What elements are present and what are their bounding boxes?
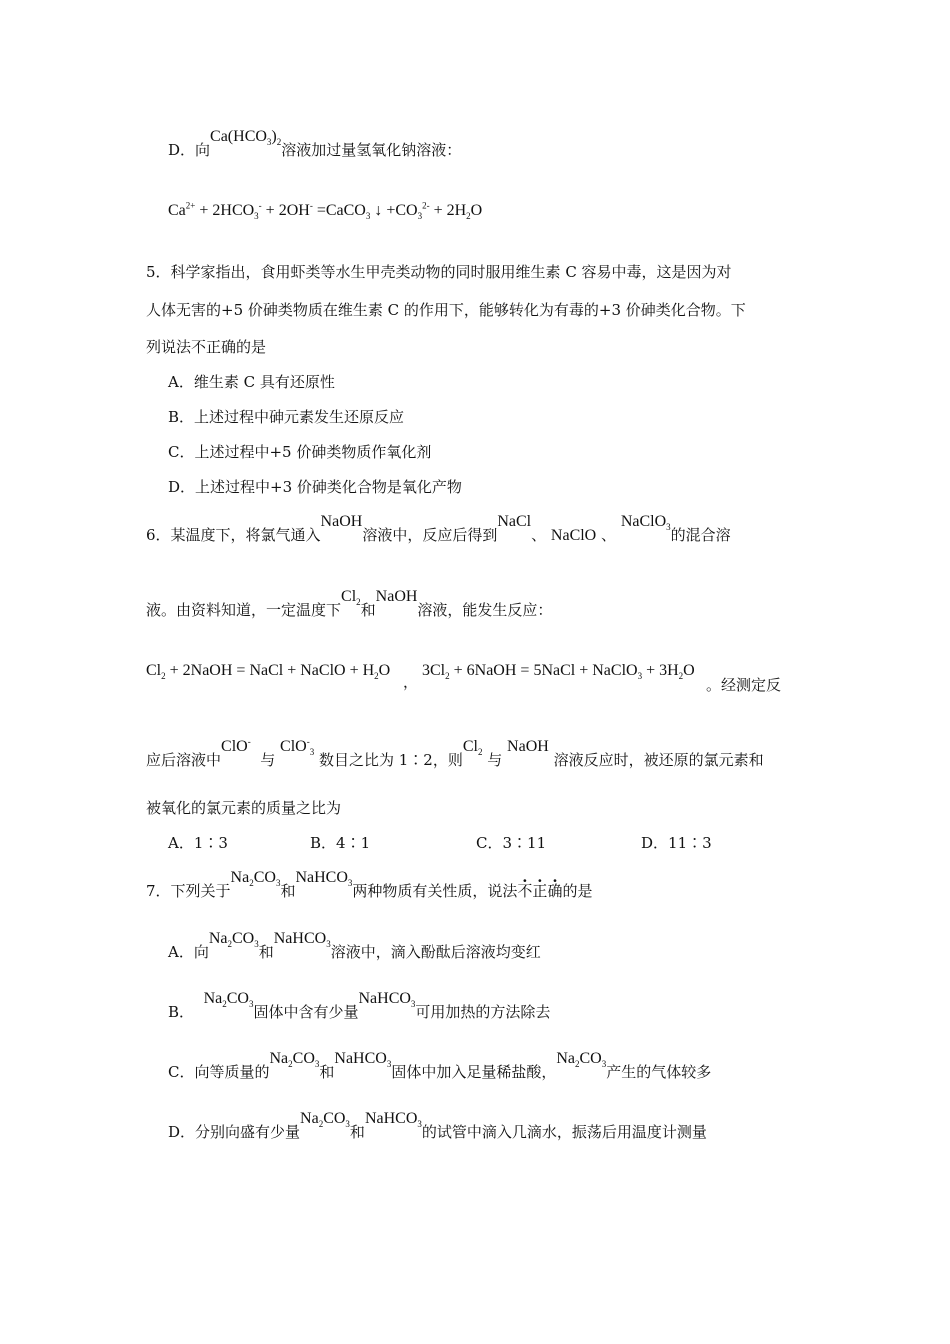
q6-stem-line1: 6．某温度下，将氯气通入NaOH溶液中，反应后得到NaCl、 NaClO 、 NaClO$_3$的混合溶 xyxy=(146,513,731,544)
formula-naclo: NaClO xyxy=(550,527,597,544)
formula-cl2: $Cl_2$ xyxy=(341,588,361,608)
q7-option-b: B． $Na_2CO_3$固体中含有少量NaHCO$_3$可用加热的方法除去 xyxy=(168,990,551,1021)
q6-equation-comma: ， xyxy=(403,673,419,691)
formula-naoh: NaOH xyxy=(320,513,363,530)
formula-na2co3: $Na_2CO_3$ xyxy=(230,869,281,889)
q6-option-c: C．3∶11 xyxy=(476,834,547,852)
q6-option-d: D．11∶3 xyxy=(641,834,712,852)
formula-na2co3: $Na_2CO_3$ xyxy=(203,990,254,1010)
q5-stem-line2: 人体无害的+5 价砷类物质在维生素 C 的作用下，能够转化为有毒的+3 价砷类化合物。下 xyxy=(146,301,746,319)
formula-cl2: $Cl_2$ xyxy=(462,738,483,758)
q6-equation-2: $3Cl_2$ + 6NaOH = 5NaCl + NaClO$_3$ + $3H_2O$ xyxy=(422,662,695,682)
q4-d-equation: $Ca^{2+} + 2HCO_3^- + 2OH^-$ =CaCO$_3$ ↓ $+CO_3^{2-} + 2H_2O$ xyxy=(168,200,483,222)
formula-nahco3: NaHCO$_3$ xyxy=(273,930,331,950)
q5-option-b: B．上述过程中砷元素发生还原反应 xyxy=(168,408,405,426)
q6-equation-1: $Cl_2$ + 2NaOH = NaCl + NaClO + $H_2O$ xyxy=(146,662,391,682)
q5-option-d: D．上述过程中+3 价砷类化合物是氧化产物 xyxy=(168,478,462,496)
formula-na2co3: $Na_2CO_3$ xyxy=(269,1050,320,1070)
q7-option-c: C．向等质量的$Na_2CO_3$和NaHCO$_3$固体中加入足量稀盐酸，$Na_2CO_3$产生的气体较多 xyxy=(168,1050,712,1081)
q4-d-text: 溶液加过量氢氧化钠溶液： xyxy=(281,141,462,159)
formula-na2co3: $Na_2CO_3$ xyxy=(208,930,259,950)
formula-nacl: NaCl xyxy=(497,513,532,530)
formula-clo3-ion: ClO-$_3$ xyxy=(280,736,315,758)
formula-clo-ion: ClO- xyxy=(221,736,251,755)
formula-na2co3: $Na_2CO_3$ xyxy=(300,1110,350,1130)
formula-nahco3: NaHCO$_3$ xyxy=(364,1110,422,1130)
q7-option-a: A．向$Na_2CO_3$和NaHCO$_3$溶液中，滴入酚酞后溶液均变红 xyxy=(168,930,541,961)
formula-nahco3: NaHCO$_3$ xyxy=(358,990,416,1010)
q5-stem-line3: 列说法不正确的是 xyxy=(146,338,267,356)
formula-ca-hco3-2: $Ca(HCO_3)_2$ xyxy=(210,128,282,148)
formula-naclo3: NaClO$_3$ xyxy=(620,513,671,533)
formula-naoh: NaOH xyxy=(507,738,549,755)
formula-na2co3: $Na_2CO_3$ xyxy=(556,1050,607,1070)
q4-d-prefix: D．向 xyxy=(168,141,211,159)
formula-nahco3: NaHCO$_3$ xyxy=(295,869,353,889)
q5-stem-line1: 5．科学家指出，食用虾类等水生甲壳类动物的同时服用维生素 C 容易中毒，这是因为对 xyxy=(146,263,732,281)
q4-option-d xyxy=(168,128,462,161)
q6-stem-line3-tail: 。经测定反 xyxy=(706,676,782,694)
q6-option-b: B．4∶1 xyxy=(310,834,371,852)
q5-option-a: A．维生素 C 具有还原性 xyxy=(168,373,335,391)
formula-naoh: NaOH xyxy=(375,588,418,605)
q7-stem: 7．下列关于$Na_2CO_3$和NaHCO$_3$两种物质有关性质，说法不正确的是 xyxy=(146,869,593,900)
q7-option-d: D．分别向盛有少量$Na_2CO_3$和NaHCO$_3$的试管中滴入几滴水，振荡后用温度计测量 xyxy=(168,1110,707,1141)
q6-stem-line2: 液。由资料知道，一定温度下$Cl_2$和NaOH溶液，能发生反应： xyxy=(146,588,553,619)
q6-option-a: A．1∶3 xyxy=(168,834,228,852)
q6-stem-line5: 被氧化的氯元素的质量之比为 xyxy=(146,799,342,817)
q6-stem-line4: 应后溶液中ClO- 与 ClO-$_3$ 数目之比为 1∶2，则$Cl_2$ 与 NaOH 溶液反应时，被还原的氯元素和 xyxy=(146,736,764,769)
q5-option-c: C．上述过程中+5 价砷类物质作氧化剂 xyxy=(168,443,432,461)
formula-nahco3: NaHCO$_3$ xyxy=(334,1050,392,1070)
